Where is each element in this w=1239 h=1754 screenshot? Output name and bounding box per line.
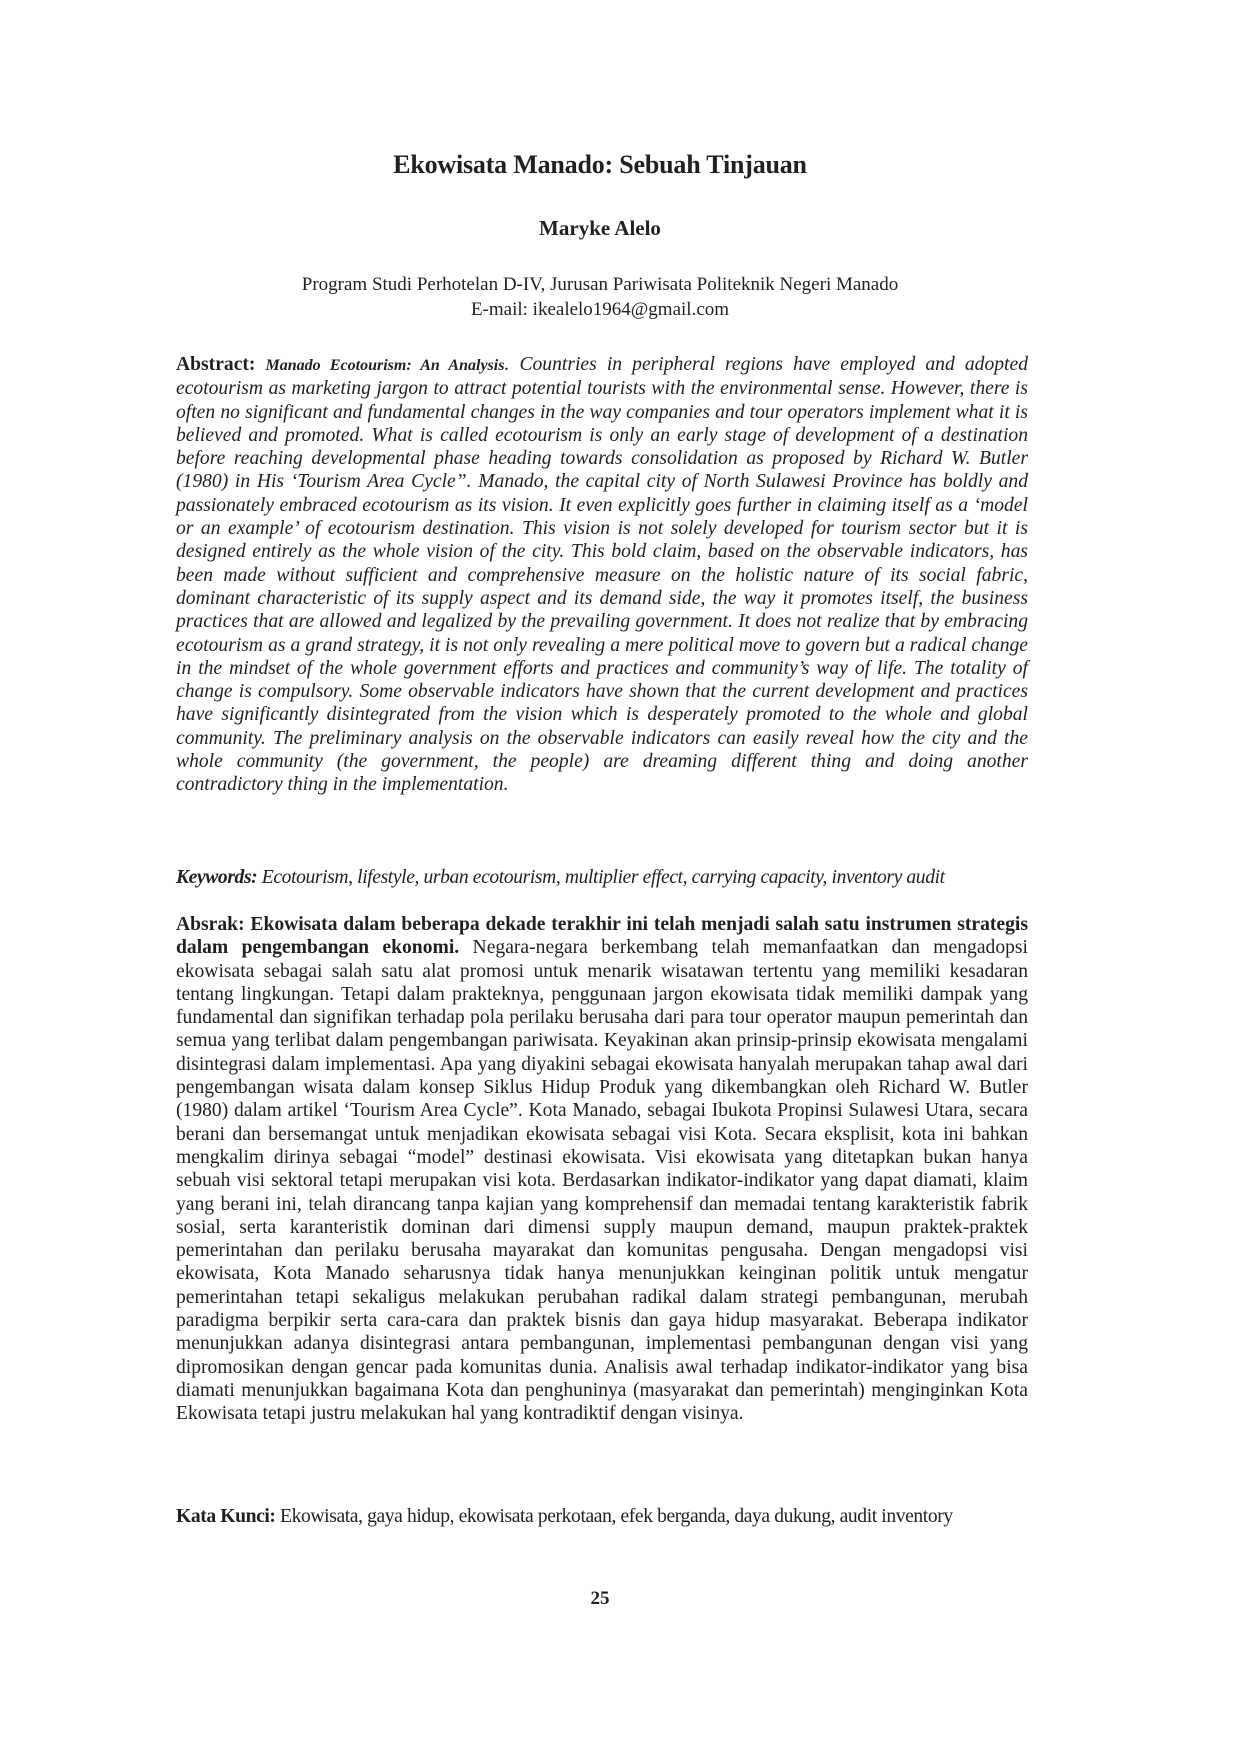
abstrak-body: Negara-negara berkembang telah memanfaatkan dan mengadopsi ekowisata sebagai salah satu alat promosi untuk menarik wisatawan tertentu yang memiliki kesadaran tentang lingkungan. Tetapi dalam prakteknya, penggunaan jargon ekowisata tidak memiliki dampak yang fundamental dan signifikan terhadap pola perilaku berusaha dari para tour operator maupun pemerintah dan semua yang terlibat dalam pengembangan pariwisata. Keyakinan akan prinsip-prinsip ekowisata mengalami disintegrasi dalam implementasi. Apa yang diyakini sebagai ekowisata hanyalah merupakan tahap awal dari pengembangan wisata dalam konsep Siklus Hidup Produk yang dikembangkan oleh Richard W. Butler (1980) dalam artikel ‘Tourism Area Cycle”. Kota Manado, sebagai Ibukota Propinsi Sulawesi Utara, secara berani dan bersemangat untuk menjadikan ekowisata sebagai visi Kota. Secara eksplisit, kota ini bahkan mengkalim dirinya sebagai “model” destinasi ekowisata. Visi ekowisata yang ditetapkan bukan hanya sebuah visi sektoral tetapi merupakan visi kota. Berdasarkan indikator-indikator yang dapat diamati, klaim yang berani ini, telah dirancang tanpa kajian yang komprehensif dan memadai tentang karakteristik fabrik sosial, serta karanteristik dominan dari dimensi supply maupun demand, maupun praktek-praktek pemerintahan dan perilaku berusaha mayarakat dan komunitas pengusaha. Dengan mengadopsi visi ekowisata, Kota Manado seharusnya tidak hanya menunjukkan keinginan politik untuk mengatur pemerintahan tetapi sekaligus melakukan perubahan radikal dalam strategi pembangunan, merubah paradigma berpikir serta cara-cara dan praktek bisnis dan gaya hidup masyarakat. Beberapa indikator menunjukkan adanya disintegrasi antara pembangunan, implementasi pembangunan dengan visi yang dipromosikan dengan gencar pada komunitas dunia. Analisis awal terhadap indikator-indikator yang bisa diamati menunjukkan bagaimana Kota dan penghuninya (masyarakat dan pemerintah) menginginkan Kota Ekowisata tetapi justru melakukan hal yang kontradiktif dengan visinya.: [176, 937, 1028, 1425]
keywords-indonesian: [176, 1505, 1028, 1528]
kata-kunci-list: Ekowisata, gaya hidup, ekowisata perkotaan, efek berganda, daya dukung, audit inventory: [275, 1506, 953, 1527]
kata-kunci-label: Kata Kunci:: [176, 1506, 276, 1527]
page-number: 25: [590, 1588, 610, 1609]
keywords-label: Keywords:: [176, 867, 258, 888]
abstract-body: . Countries in peripheral regions have employed and adopted ecotourism as marketing jargon to attract potential tourists with the environmental sense. However, there is often no significant and fundamental changes in the way companies and tour operators implement what it is believed and promoted. What is called ecotourism is only an early stage of development of a destination before reaching developmental phase heading towards consolidation as proposed by Richard W. Butler (1980) in His ‘Tourism Area Cycle”. Manado, the capital city of North Sulawesi Province has boldly and passionately embraced ecotourism as its vision. It even explicitly goes further in claiming itself as a ‘model or an example’ of ecotourism destination. This vision is not solely developed for tourism sector but it is designed entirely as the whole vision of the city. This bold claim, based on the observable indicators, has been made without sufficient and comprehensive measure on the holistic nature of its social fabric, dominant characteristic of its supply aspect and its demand side, the way it promotes itself, the business practices that are allowed and legalized by the prevailing government. It does not realize that by embracing ecotourism as a grand strategy, it is not only revealing a mere political move to govern but a radical change in the mindset of the whole government efforts and practices and community’s way of life. The totality of change is compulsory. Some observable indicators have shown that the current development and practices have significantly disintegrated from the vision which is desperately promoted to the whole and global community. The preliminary analysis on the observable indicators can easily reveal how the city and the whole community (the government, the people) are dreaming different thing and doing another contradictory thing in the implementation.: [176, 354, 1028, 796]
abstrak-label: Absrak: Ekowisata dalam beberapa dekade terakhir ini telah menjadi salah satu instrumen strategis dalam pengembangan ekonomi.: [176, 914, 1028, 959]
author-affiliation-block: [0, 272, 1200, 322]
abstract-indonesian: [176, 913, 1028, 1426]
author-name: Maryke Alelo: [539, 216, 661, 240]
keywords-list: Ecotourism, lifestyle, urban ecotourism, multiplier effect, carrying capacity, inventory audit: [257, 867, 945, 888]
abstract-label: Abstract:: [176, 354, 256, 375]
affiliation: Program Studi Perhotelan D-IV, Jurusan Pariwisata Politeknik Negeri Manado: [301, 274, 899, 295]
paper-title: Ekowisata Manado: Sebuah Tinjauan: [393, 150, 807, 179]
abstract-english: [176, 353, 1028, 797]
author-email: E-mail: ikealelo1964@gmail.com: [470, 299, 730, 320]
abstract-subtitle: Manado Ecotourism: An Analysis: [265, 357, 505, 374]
keywords-english: [176, 866, 1028, 889]
